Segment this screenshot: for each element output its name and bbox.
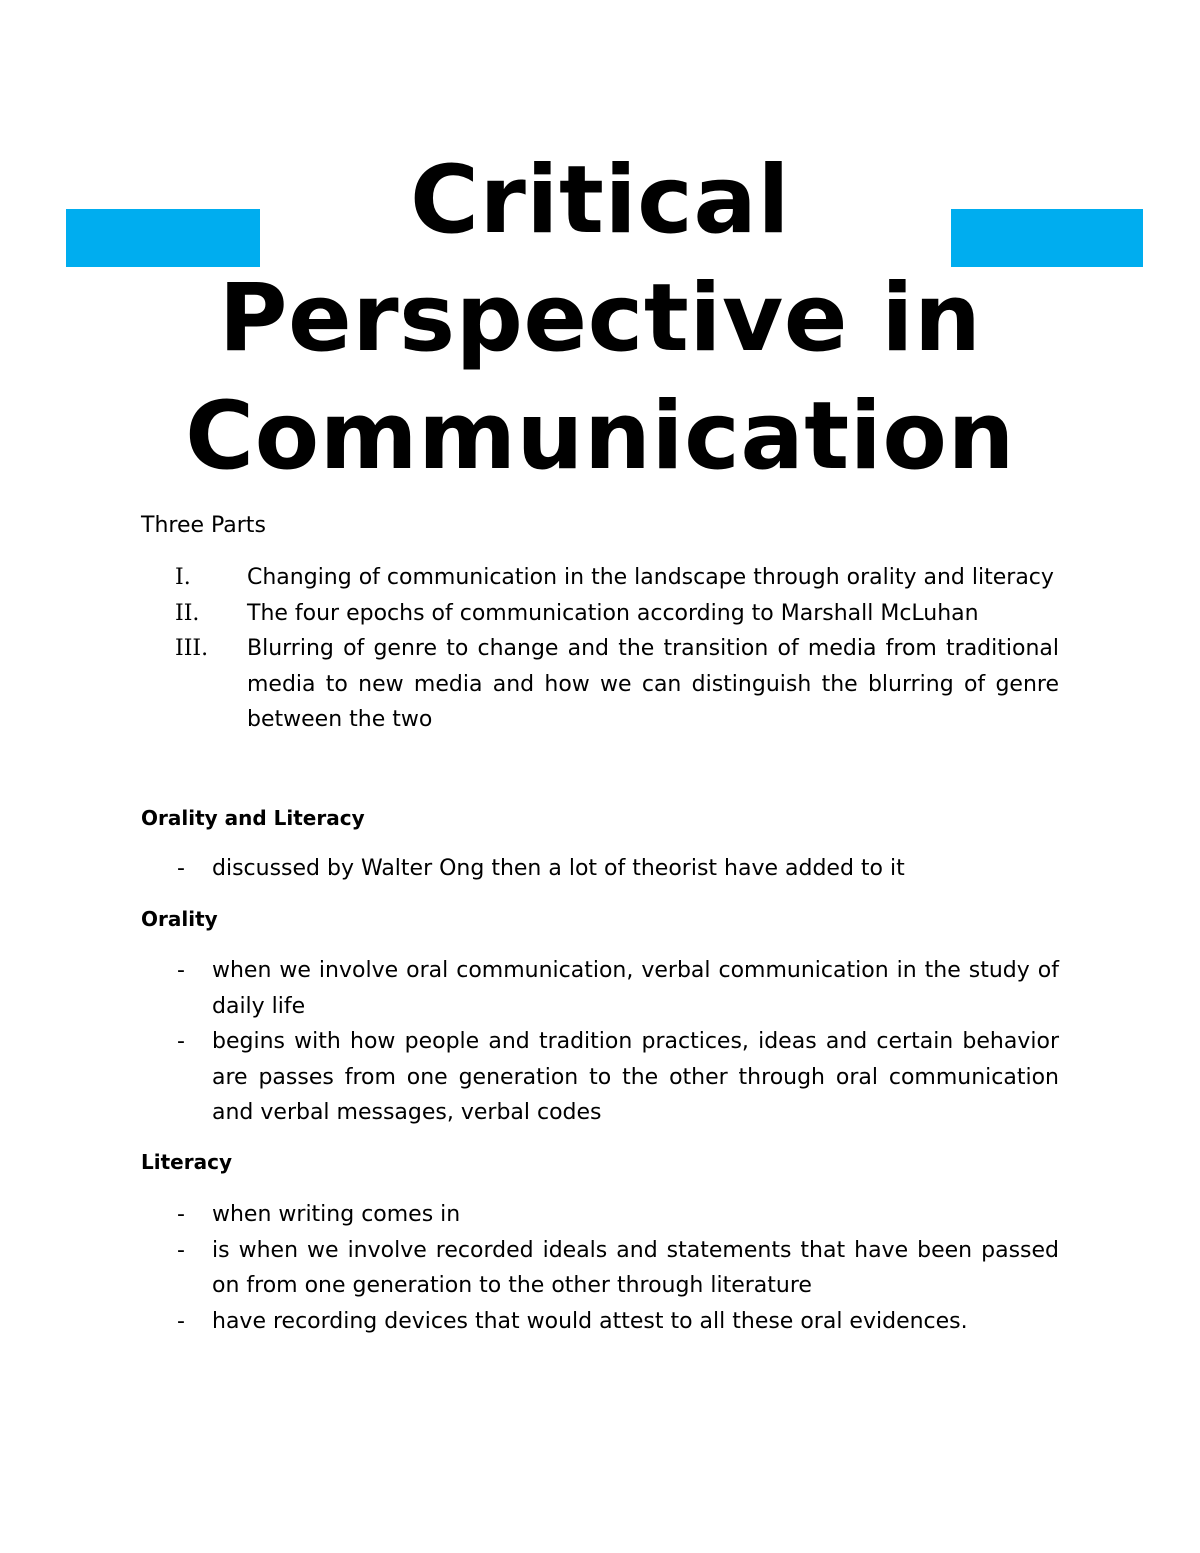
list-item	[141, 596, 1059, 632]
list-item	[141, 851, 1059, 887]
bullet-dash: -	[177, 1237, 185, 1263]
list-numeral: I.	[175, 565, 191, 590]
parts-list	[141, 560, 1059, 738]
list-item	[141, 1233, 1059, 1304]
document-title	[0, 142, 1200, 496]
list-item	[141, 560, 1059, 596]
bullet-list-literacy	[141, 1197, 1059, 1339]
list-item-text: when writing comes in	[212, 1202, 461, 1227]
list-item-text: discussed by Walter Ong then a lot of theorist have added to it	[212, 856, 905, 881]
list-item-text: begins with how people and tradition practices, ideas and certain behavior are passes from one generation to the other through oral communication and verbal messages, verbal codes	[212, 1029, 1059, 1125]
bullet-dash: -	[177, 1202, 185, 1227]
list-numeral: III.	[175, 636, 209, 661]
section-heading-literacy: Literacy	[141, 1150, 232, 1174]
section-heading-orality-and-literacy: Orality and Literacy	[141, 806, 365, 830]
bullet-list-orality	[141, 953, 1059, 1131]
bullet-list-orality-and-literacy	[141, 851, 1059, 887]
list-item-text: is when we involve recorded ideals and statements that have been passed on from one generation to the other through literature	[212, 1237, 1059, 1298]
title-line-2: Perspective in	[218, 264, 982, 373]
list-item	[141, 1197, 1059, 1233]
bullet-dash: -	[177, 1308, 185, 1334]
list-item-text: have recording devices that would attest to all these oral evidences.	[212, 1308, 968, 1334]
bullet-dash: -	[177, 1029, 185, 1054]
three-parts-subheading: Three Parts	[141, 513, 266, 538]
section-heading-orality: Orality	[141, 907, 218, 931]
list-numeral: II.	[175, 600, 200, 626]
title-line-3: Communication	[185, 382, 1015, 491]
bullet-dash: -	[177, 958, 185, 983]
list-item-text: Blurring of genre to change and the transition of media from traditional media to new media and how we can distinguish the blurring of genre between the two	[247, 636, 1059, 732]
list-item	[141, 1304, 1059, 1340]
title-line-1: Critical	[409, 146, 791, 255]
bullet-dash: -	[177, 856, 185, 881]
list-item-text: The four epochs of communication according to Marshall McLuhan	[247, 600, 979, 626]
list-item	[141, 631, 1059, 738]
list-item	[141, 1024, 1059, 1131]
list-item-text: Changing of communication in the landscape through orality and literacy	[247, 565, 1054, 590]
list-item	[141, 953, 1059, 1024]
list-item-text: when we involve oral communication, verbal communication in the study of daily life	[212, 958, 1059, 1019]
